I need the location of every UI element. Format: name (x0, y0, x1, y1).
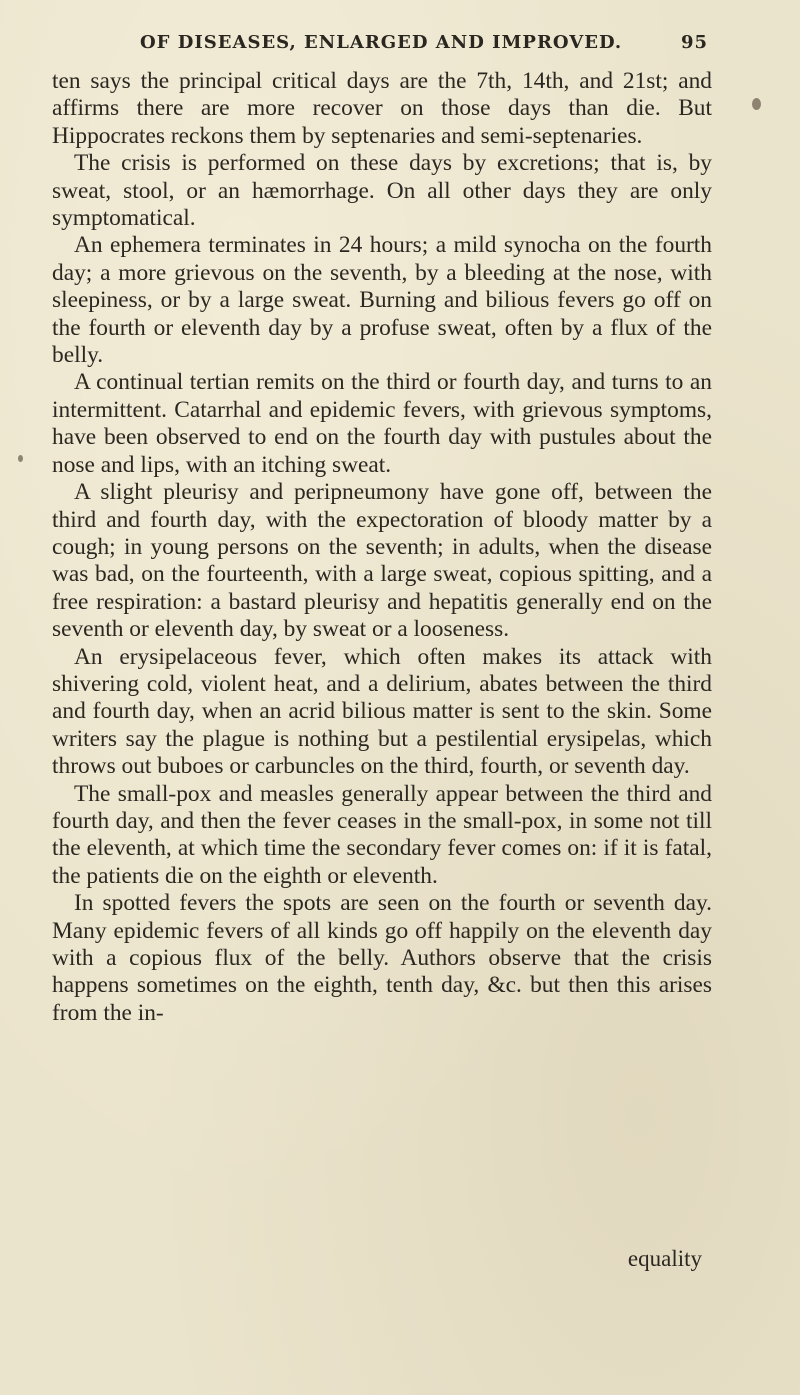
catchword: equality (627, 1246, 702, 1271)
page-header (140, 32, 708, 53)
paragraph: A slight pleurisy and peripneumony have gone off, between the third and fourth day, with the expectoration of bloody matter by a cough; in young persons on the seventh; in adults, when the disease was bad, on the fourteenth, with a large sweat, copious spitting, and a free respiration: a bastard pleurisy and hepatitis generally end on the seventh or eleventh day, by sweat or a looseness. (52, 479, 712, 643)
paper-speck (752, 98, 761, 110)
paragraph: ten says the principal critical days are the 7th, 14th, and 21st; and affirms there are more recover on those days than die. But Hippocrates reckons them by septenaries and semi-septenaries. (52, 68, 712, 149)
running-head: OF DISEASES, ENLARGED AND IMPROVED. (140, 32, 623, 53)
paragraph: An ephemera terminates in 24 hours; a mild synocha on the fourth day; a more grievous on the seventh, by a bleeding at the nose, with sleepiness, or by a large sweat. Burning and bilious fevers go off on the fourth or eleventh day by a profuse sweat, often by a flux of the belly. (52, 232, 712, 369)
paragraph: The small-pox and measles generally appear between the third and fourth day, and then the fever ceases in the small-pox, in some not till the eleventh, at which time the secondary fever comes on: if it is fatal, the patients die on the eighth or eleventh. (52, 780, 712, 889)
body-text (52, 68, 712, 1027)
paragraph: A continual tertian remits on the third or fourth day, and turns to an intermittent. Catarrhal and epidemic fevers, with grievous symptoms, have been observed to end on the fourth day with pustules about the nose and lips, with an itching sweat. (52, 369, 712, 478)
paragraph: In spotted fevers the spots are seen on the fourth or seventh day. Many epidemic fevers of all kinds go off happily on the eleventh day with a copious flux of the belly. Authors observe that the crisis happens sometimes on the eighth, tenth day, &c. but then this arises from the in- (52, 890, 712, 1026)
paragraph: An erysipelaceous fever, which often makes its attack with shivering cold, violent heat, and a delirium, abates between the third and fourth day, when an acrid bilious matter is sent to the skin. Some writers say the plague is nothing but a pestilential erysipelas, which throws out buboes or carbuncles on the third, fourth, or seventh day. (52, 643, 712, 780)
paper-speck (18, 455, 23, 462)
page-number: 95 (680, 32, 708, 53)
paragraph: The crisis is performed on these days by excretions; that is, by sweat, stool, or an hæmorrhage. On all other days they are only symptomatical. (52, 150, 712, 232)
